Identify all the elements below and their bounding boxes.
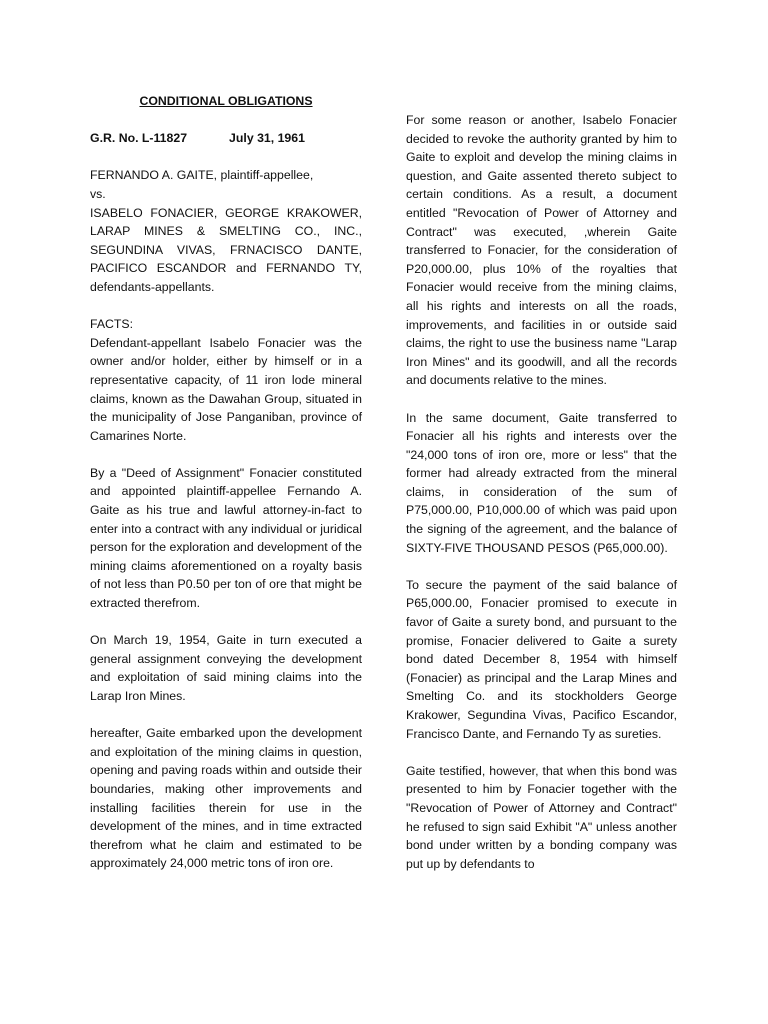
versus-line: vs. xyxy=(90,186,106,201)
paragraph: By a "Deed of Assignment" Fonacier constituted and appointed plaintiff-appellee Fernando A. Gaite as his true and lawful attorney-in-fact to enter into a contract with any individual or juridical person for the exploration and development of the mining claims aforementioned on a royalty basis of not less than P0.50 per ton of ore that might be extracted therefrom. xyxy=(90,465,362,611)
paragraph: For some reason or another, Isabelo Fonacier decided to revoke the authority granted by him to Gaite to exploit and develop the mining claims in question, and Gaite assented thereto subject to certain conditions. As a result, a document entitled "Revocation of Power of Attorney and Contract" was executed, ,wherein Gaite transferred to Fonacier, for the consideration of P20,000.00, plus 10% of the royalties that Fonacier would receive from the mining claims, all his rights and interests on all the roads, improvements, and facilities in or outside said claims, the right to use the business name "Larap Iron Mines" and its goodwill, and all the records and documents relative to the mines. xyxy=(406,113,677,388)
paragraph: To secure the payment of the said balance of P65,000.00, Fonacier promised to execute in favor of Gaite a surety bond, and pursuant to the promise, Fonacier delivered to Gaite a surety bond dated December 8, 1954 with himself (Fonacier) as principal and the Larap Mines and Smelting Co. and its stockholders George Krakower, Segundina Vivas, Pacifico Escandor, Francisco Dante, and Fernando Ty as sureties. xyxy=(406,577,677,741)
defendants-line: ISABELO FONACIER, GEORGE KRAKOWER, xyxy=(90,205,362,220)
case-citation xyxy=(90,129,362,148)
plaintiff-line: FERNANDO A. GAITE, plaintiff-appellee, xyxy=(90,168,314,183)
paragraph: Gaite testified, however, that when this bond was presented to him by Fonacier together with the "Revocation of Power of Attorney and Contract" he refused to sign said Exhibit "A" unless another bond under written by a bonding company was put up by defendants to xyxy=(406,763,677,871)
facts-heading: FACTS: xyxy=(90,317,134,332)
paragraph: hereafter, Gaite embarked upon the development and exploitation of the mining claims in question, opening and paving roads within and outside their boundaries, making other improvements and installing facilities therein for use in the development of the mines, and in time extracted therefrom what he claim and estimated to be approximately 24,000 metric tons of iron ore. xyxy=(90,726,362,871)
document-title: CONDITIONAL OBLIGATIONS xyxy=(139,94,313,108)
paragraph: In the same document, Gaite transferred to Fonacier all his rights and interests over the "24,000 tons of iron ore, more or less" that the former had already extracted from the mineral claims, in consideration of the sum of P75,000.00, P10,000.00 of which was paid upon the signing of the agreement, and the balance of SIXTY-FIVE THOUSAND PESOS (P65,000.00). xyxy=(406,410,677,555)
paragraph: Defendant-appellant Isabelo Fonacier was the owner and/or holder, either by himself or in a representative capacity, of 11 iron lode mineral claims, known as the Dawahan Group, situated in the municipality of Jose Panganiban, province of Camarines Norte. xyxy=(90,335,362,443)
right-column xyxy=(406,111,677,892)
facts-section xyxy=(90,315,362,445)
defendants-line: PACIFICO ESCANDOR and FERNANDO TY, xyxy=(90,261,362,276)
defendants-line: LARAP MINES & SMELTING CO., INC., xyxy=(90,224,362,239)
case-date: July 31, 1961 xyxy=(229,131,305,146)
case-parties xyxy=(90,166,362,296)
paragraph: On March 19, 1954, Gaite in turn executed a general assignment conveying the development and exploitation of said mining claims into the Larap Iron Mines. xyxy=(90,633,362,703)
left-column xyxy=(90,92,362,892)
defendants-line: SEGUNDINA VIVAS, FRNACISCO DANTE, xyxy=(90,242,362,257)
case-number: G.R. No. L-11827 xyxy=(90,131,188,146)
defendants-line: defendants-appellants. xyxy=(90,279,215,294)
